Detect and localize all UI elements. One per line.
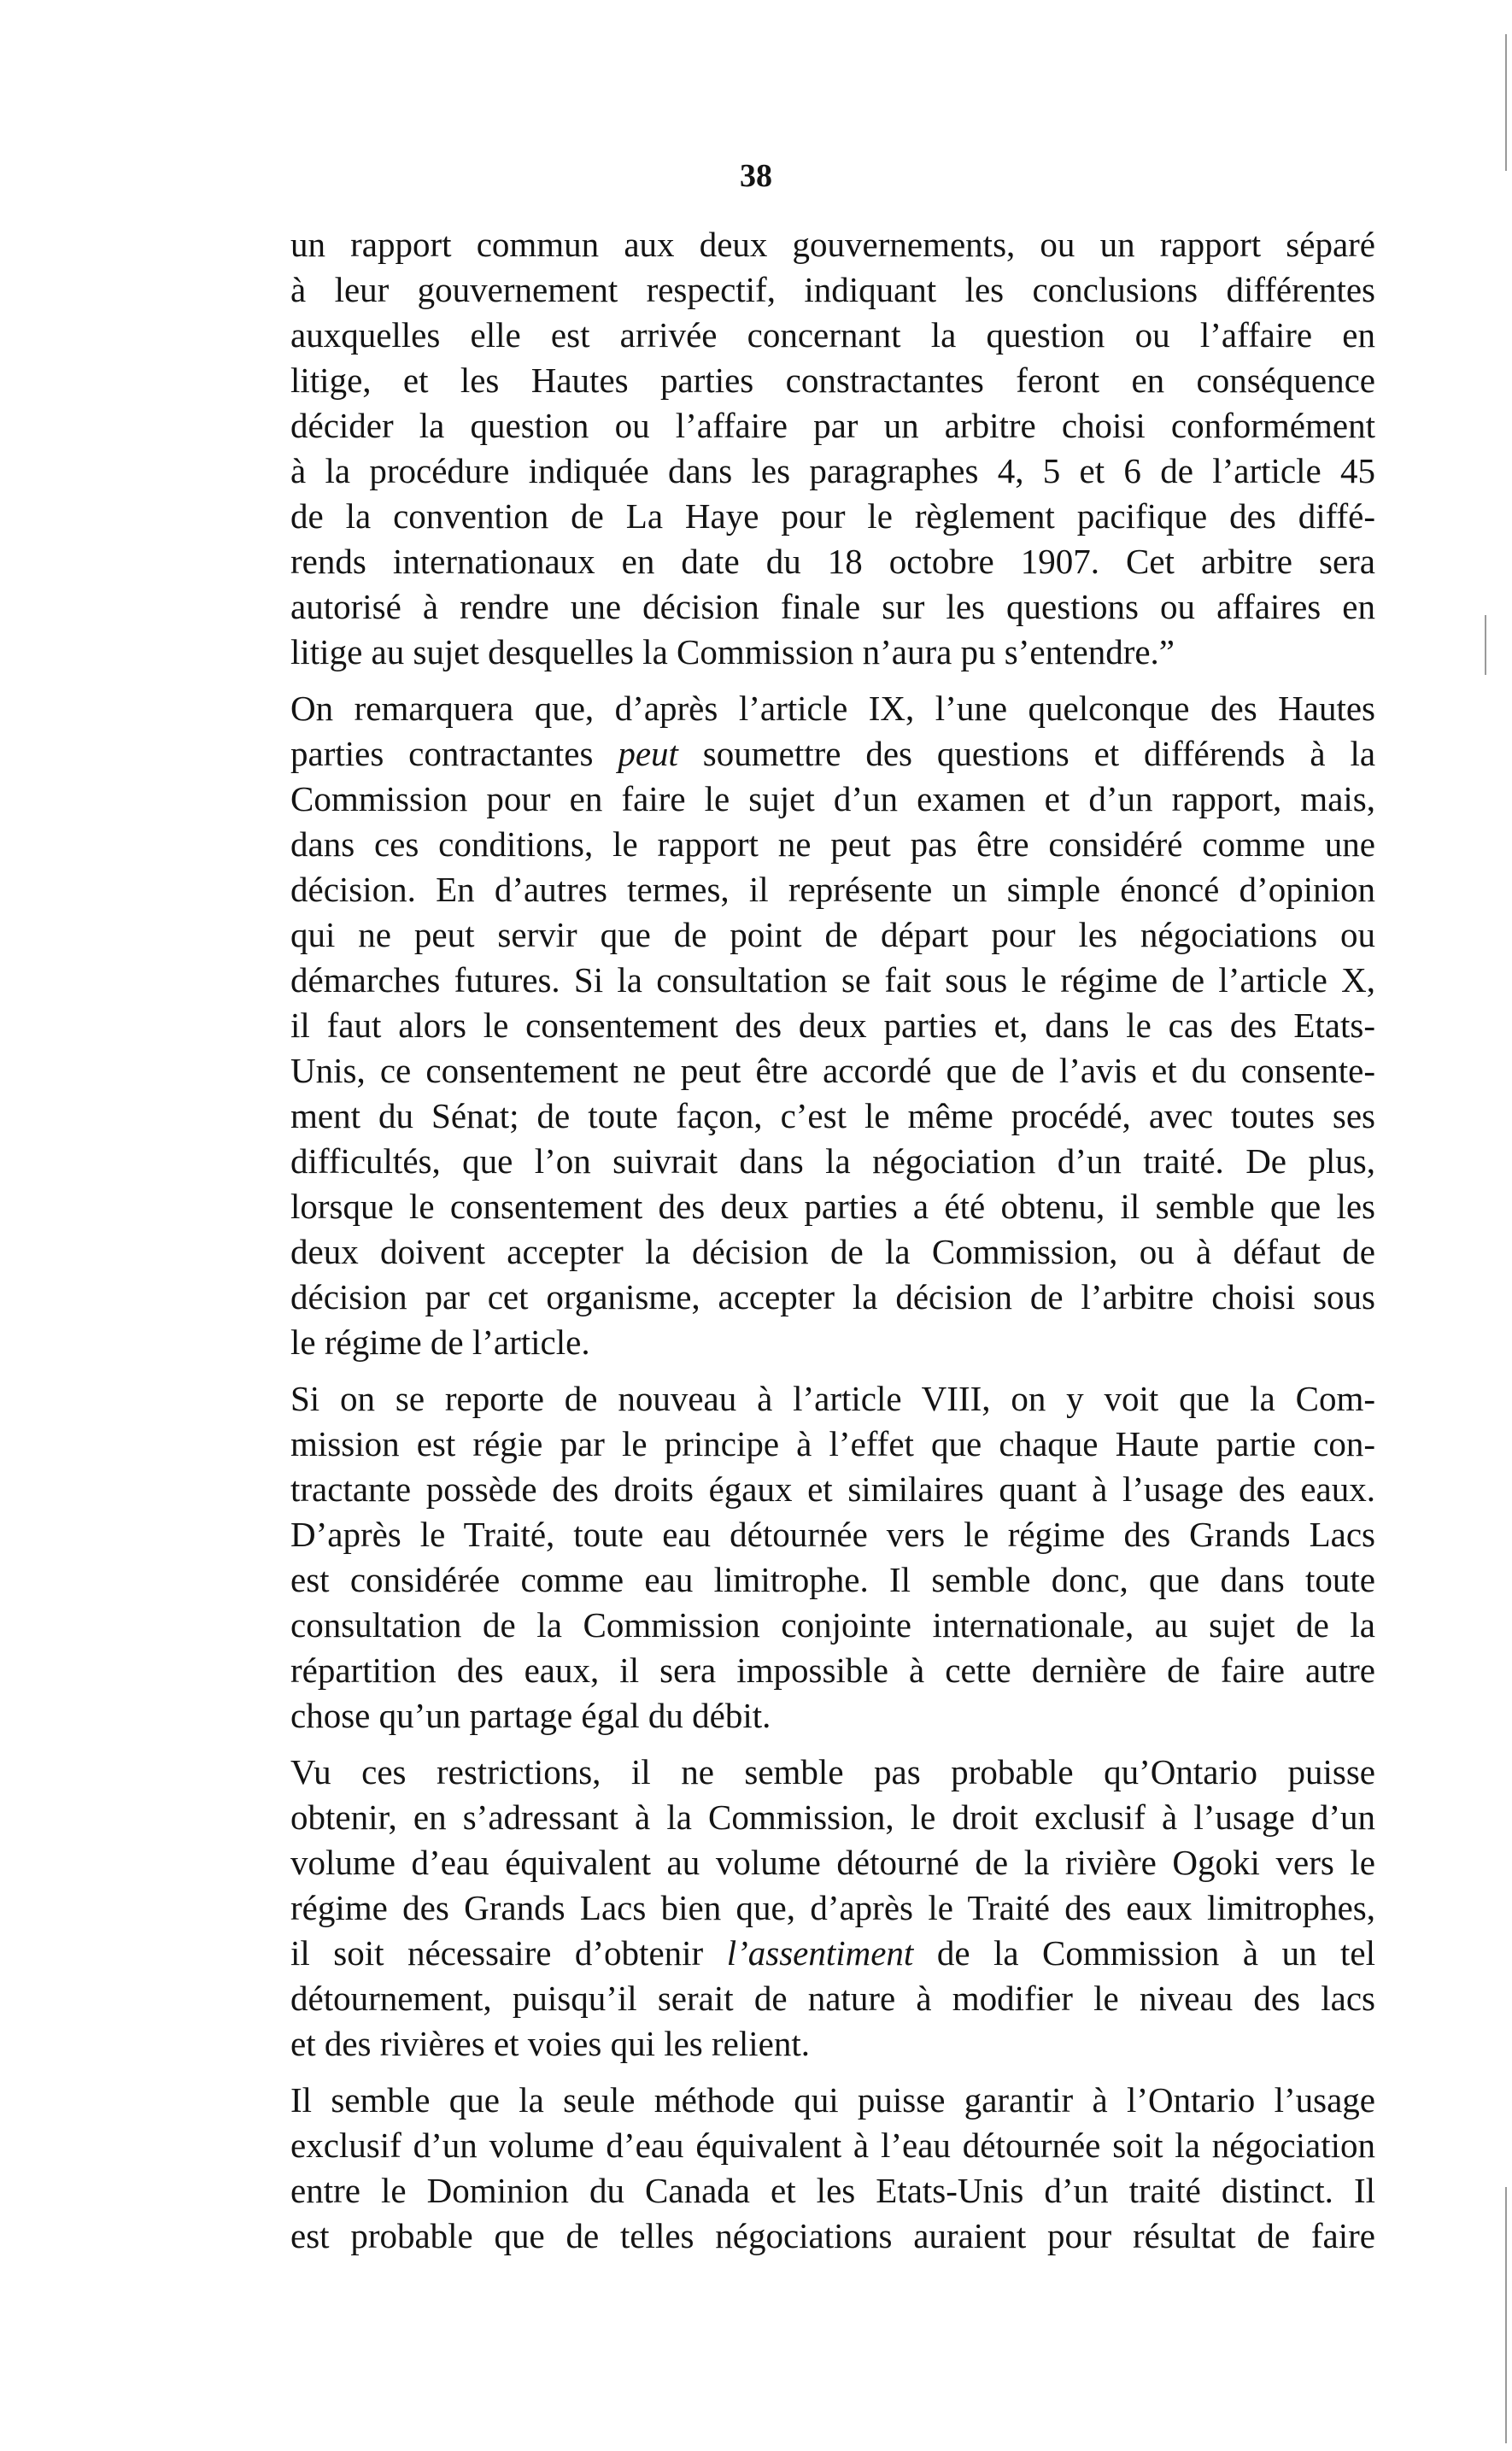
text-line: à la procédure indiquée dans les paragraphes 4, 5 et 6 de l’article 45	[290, 451, 1375, 490]
text-line: mission est régie par le principe à l’effet que chaque Haute partie con-	[290, 1424, 1375, 1463]
emphasis-text: peut	[618, 734, 678, 773]
text-segment: il soit nécessaire d’obtenir	[290, 1933, 704, 1973]
paragraph-1	[220, 222, 1375, 675]
text-line: et des rivières et voies qui les relient.	[290, 2024, 810, 2063]
text-line: volume d’eau équivalent au volume détourné de la rivière Ogoki vers le	[290, 1843, 1375, 1882]
text-segment: soumettre des questions et différends à la	[702, 734, 1376, 773]
text-line: exclusif d’un volume d’eau équivalent à l’eau détournée soit la négociation	[290, 2126, 1375, 2165]
text-line: tractante possède des droits égaux et similaires quant à l’usage des eaux.	[290, 1469, 1375, 1509]
text-line: il faut alors le consentement des deux parties et, dans le cas des Etats-	[290, 1006, 1375, 1045]
text-line: détournement, puisqu’il serait de nature à modifier le niveau des lacs	[290, 1979, 1375, 2018]
text-line: le régime de l’article.	[290, 1322, 590, 1362]
text-line: Si on se reporte de nouveau à l’article VIII, on y voit que la Com-	[290, 1379, 1375, 1418]
text-line: dans ces conditions, le rapport ne peut pas être considéré comme une	[290, 824, 1375, 864]
text-line-with-emphasis	[220, 1931, 1375, 1976]
text-line: Il semble que la seule méthode qui puisse garantir à l’Ontario l’usage	[290, 2080, 1375, 2120]
text-line: Unis, ce consentement ne peut être accordé que de l’avis et du consente-	[290, 1051, 1375, 1090]
text-line: auxquelles elle est arrivée concernant la question ou l’affaire en	[290, 315, 1375, 355]
scan-edge-mark	[1485, 615, 1486, 675]
text-line: obtenir, en s’adressant à la Commission, le droit exclusif à l’usage d’un	[290, 1797, 1375, 1837]
text-line: décider la question ou l’affaire par un arbitre choisi conformément	[290, 406, 1375, 445]
text-line: démarches futures. Si la consultation se fait sous le régime de l’article X,	[290, 960, 1375, 1000]
paragraph-3	[220, 1376, 1375, 1739]
text-line: consultation de la Commission conjointe internationale, au sujet de la	[290, 1605, 1375, 1645]
paragraph-4	[220, 1750, 1375, 2067]
text-line: chose qu’un partage égal du débit.	[290, 1696, 771, 1735]
emphasis-text: l’assentiment	[726, 1933, 914, 1973]
text-line: rends internationaux en date du 18 octobre 1907. Cet arbitre sera	[290, 542, 1375, 581]
text-line: litige, et les Hautes parties constractantes feront en conséquence	[290, 361, 1375, 400]
text-line: Vu ces restrictions, il ne semble pas probable qu’Ontario puisse	[290, 1752, 1375, 1791]
scan-edge-mark	[1505, 34, 1507, 171]
text-segment: de la Commission à un tel	[936, 1933, 1375, 1973]
paragraph-5	[220, 2078, 1375, 2259]
page-number: 38	[740, 158, 772, 194]
text-line: D’après le Traité, toute eau détournée vers le régime des Grands Lacs	[290, 1515, 1375, 1554]
text-line: décision. En d’autres termes, il représente un simple énoncé d’opinion	[290, 870, 1375, 909]
text-line: de la convention de La Haye pour le règlement pacifique des diffé-	[290, 496, 1375, 536]
text-line: ment du Sénat; de toute façon, c’est le même procédé, avec toutes ses	[290, 1096, 1375, 1135]
text-segment: parties contractantes	[290, 734, 594, 773]
text-line: difficultés, que l’on suivrait dans la négociation d’un traité. De plus,	[290, 1141, 1375, 1181]
text-line: répartition des eaux, il sera impossible à cette dernière de faire autre	[290, 1651, 1375, 1690]
text-line: Commission pour en faire le sujet d’un examen et d’un rapport, mais,	[290, 779, 1375, 818]
paragraph-2	[220, 686, 1375, 1365]
scan-edge-mark	[1505, 2187, 1507, 2443]
text-line: autorisé à rendre une décision finale sur les questions ou affaires en	[290, 587, 1375, 626]
text-line-with-emphasis	[220, 731, 1375, 777]
text-line: On remarquera que, d’après l’article IX, l’une quelconque des Hautes	[290, 689, 1375, 728]
text-line: qui ne peut servir que de point de départ pour les négociations ou	[290, 915, 1375, 954]
text-line: est considérée comme eau limitrophe. Il semble donc, que dans toute	[290, 1560, 1375, 1599]
text-line: est probable que de telles négociations auraient pour résultat de faire	[290, 2216, 1375, 2255]
text-line: décision par cet organisme, accepter la décision de l’arbitre choisi sous	[290, 1277, 1375, 1316]
text-line: à leur gouvernement respectif, indiquant les conclusions différentes	[290, 270, 1375, 309]
text-line: un rapport commun aux deux gouvernements, ou un rapport séparé	[290, 225, 1375, 264]
document-body	[220, 222, 1375, 2270]
text-line: entre le Dominion du Canada et les Etats-Unis d’un traité distinct. Il	[290, 2171, 1375, 2210]
text-line: litige au sujet desquelles la Commission n’aura pu s’entendre.”	[290, 632, 1175, 671]
text-line: deux doivent accepter la décision de la Commission, ou à défaut de	[290, 1232, 1375, 1271]
text-line: régime des Grands Lacs bien que, d’après le Traité des eaux limitrophes,	[290, 1888, 1375, 1927]
text-line: lorsque le consentement des deux parties a été obtenu, il semble que les	[290, 1187, 1375, 1226]
